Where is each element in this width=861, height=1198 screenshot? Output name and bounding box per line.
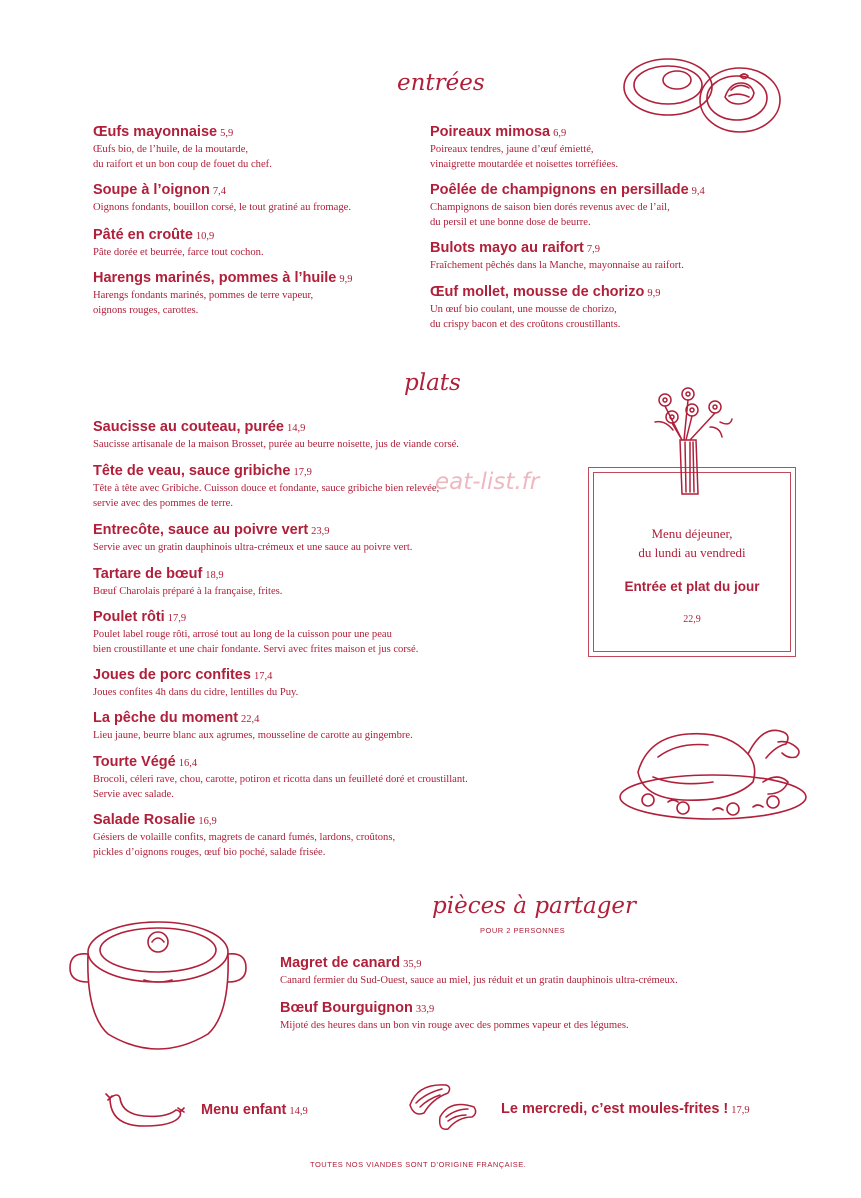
menu-item-name: Poulet rôti [93,609,165,625]
menu-item-name: Bœuf Bourguignon [280,1000,413,1016]
menu-item-description [430,259,684,274]
menu-item-description [93,585,282,600]
menu-item-description-line: Servie avec salade. [93,788,174,800]
menu-item-description-line: Brocoli, céleri rave, chou, carotte, potiron et ricotta dans un feuilleté doré et croustillant. [93,774,468,785]
menu-item [93,463,439,511]
menu-item-price: 33,9 [415,1004,435,1015]
menu-item [93,812,395,860]
menu-item-title [93,270,353,288]
menu-item-description-line: Gésiers de volaille confits, magrets de canard fumés, lardons, croûtons, [93,832,396,843]
menu-enfant-name: Menu enfant [201,1102,287,1118]
menu-item-description [93,831,395,860]
menu-item-name: Magret de canard [280,955,401,971]
menu-item-title [93,227,264,245]
menu-item-description [93,628,418,657]
mussels-icon [404,1077,482,1133]
menu-item-description [93,773,468,802]
menu-item-title [93,522,412,540]
menu-item [93,182,351,216]
menu-item-title [93,124,272,142]
moules-frites-price: 17,9 [731,1105,750,1116]
menu-item-description-line: pickles d’oignons rouges, œuf bio poché, salade frisée. [93,846,326,858]
menu-item-price: 16,9 [198,816,217,827]
menu-item-title [430,284,660,302]
menu-item [430,182,705,230]
menu-item-description [93,246,264,261]
menu-item-name: Poêlée de champignons en persillade [430,182,689,198]
menu-item-name: Pâté en croûte [93,227,193,243]
menu-item [280,1000,629,1034]
moules-frites-name: Le mercredi, c’est moules-frites ! [501,1101,729,1117]
menu-item-description-line: Poireaux tendres, jaune d’œuf émietté, [430,144,594,155]
menu-item-description-line: Un œuf bio coulant, une mousse de chorizo, [430,304,617,315]
moules-frites [501,1100,750,1118]
menu-item [93,609,418,657]
menu-item-title [93,609,418,627]
menu-dejeuner-line2: du lundi au vendredi [638,545,746,560]
menu-item-description-line: vinaigrette moutardée et noisettes torréfiées. [430,158,618,170]
menu-item-title [93,667,298,685]
menu-item-name: Salade Rosalie [93,812,196,828]
menu-item-name: Joues de porc confites [93,667,251,683]
menu-item-description [280,974,678,989]
menu-item [93,667,298,701]
menu-item [93,522,412,556]
menu-item-description-line: Mijoté des heures dans un bon vin rouge avec des pommes vapeur et des légumes. [280,1020,629,1031]
menu-item [93,124,272,172]
watermark: eat-list.fr [435,469,540,495]
casserole-pot-icon [66,912,251,1060]
menu-item-description-line: Champignons de saison bien dorés revenus avec de l’ail, [430,202,670,213]
menu-item-description-line: Poulet label rouge rôti, arrosé tout au long de la cuisson pour une peau [93,629,392,640]
menu-item-price: 10,9 [195,231,215,242]
menu-item-description-line: Lieu jaune, beurre blanc aux agrumes, mousseline de carotte au gingembre. [93,730,413,741]
menu-item-title [430,240,684,258]
menu-item-description [430,143,618,172]
menu-item-title [280,955,678,973]
menu-item [430,240,684,274]
menu-item-title [430,124,618,142]
menu-item-price: 9,4 [691,186,705,197]
menu-item-description-line: Bœuf Charolais préparé à la française, frites. [93,586,283,597]
section-title-pieces: pièces à partager [432,893,637,919]
menu-item-name: Entrecôte, sauce au poivre vert [93,522,309,538]
menu-item-description [93,201,351,216]
menu-item-description [93,686,298,701]
menu-item-name: Bulots mayo au raifort [430,240,584,256]
menu-item-description-line: Pâte dorée et beurrée, farce tout cochon. [93,247,264,258]
menu-item [93,710,413,744]
menu-item [93,270,353,318]
menu-enfant-price: 14,9 [289,1106,308,1117]
menu-dejeuner-line1: Menu déjeuner, [651,526,733,541]
menu-item-title [93,566,282,584]
menu-item-description-line: Canard fermier du Sud-Ouest, sauce au miel, jus réduit et un gratin dauphinois ultra-crémeux. [280,975,678,986]
menu-item-name: Soupe à l’oignon [93,182,210,198]
menu-item-description [93,438,459,453]
menu-item-title [430,182,705,200]
menu-dejeuner-price: 22,9 [683,614,701,625]
section-title-entrees: entrées [397,70,485,96]
menu-item-description [93,541,412,556]
menu-item-description [93,729,413,744]
menu-item-description-line: Saucisse artisanale de la maison Brosset, purée au beurre noisette, jus de viande corsé. [93,439,459,450]
menu-item-description-line: Tête à tête avec Gribiche. Cuisson douce et fondante, sauce gribiche bien relevée, [93,483,440,494]
menu-item-description [93,482,439,511]
menu-item-name: Œufs mayonnaise [93,124,218,140]
menu-item [430,284,660,332]
menu-item [93,227,264,261]
menu-item-price: 22,4 [241,714,260,725]
flower-vase-icon [640,382,740,502]
menu-item-name: Œuf mollet, mousse de chorizo [430,284,645,300]
menu-item-name: Tête de veau, sauce gribiche [93,463,291,479]
menu-enfant [201,1101,308,1119]
menu-item-description-line: oignons rouges, carottes. [93,304,199,316]
menu-item [93,754,468,802]
menu-item-name: Tartare de bœuf [93,566,203,582]
menu-item-description-line: du raifort et un bon coup de fouet du chef. [93,158,272,170]
menu-item-price: 18,9 [205,570,224,581]
sausage-icon [104,1090,186,1132]
menu-item-name: Tourte Végé [93,754,176,770]
menu-item-name: Poireaux mimosa [430,124,551,140]
menu-dejeuner-line3: Entrée et plat du jour [624,579,760,594]
menu-item-description [280,1019,629,1034]
menu-item-price: 9,9 [647,288,661,299]
menu-item-price: 35,9 [403,959,422,970]
menu-item [280,955,678,989]
menu-item-price: 17,9 [167,613,187,624]
menu-item-description-line: bien croustillante et une chair fondante. Servi avec frites maison et jus corsé. [93,643,419,655]
footer-note: TOUTES NOS VIANDES SONT D’ORIGINE FRANÇAISE. [310,1160,527,1169]
menu-item-title [93,710,413,728]
menu-item-description-line: Harengs fondants marinés, pommes de terre vapeur, [93,290,314,301]
menu-item-description-line: Fraîchement pêchés dans la Manche, mayonnaise au raifort. [430,260,684,271]
menu-item-title [93,419,459,437]
menu-item-description [93,289,353,318]
menu-item-description-line: Joues confites 4h dans du cidre, lentilles du Puy. [93,687,299,698]
menu-item-description-line: Oignons fondants, bouillon corsé, le tout gratiné au fromage. [93,202,352,213]
menu-item-description-line: du crispy bacon et des croûtons croustillants. [430,318,621,330]
menu-item-title [93,754,468,772]
menu-item-description-line: Œufs bio, de l’huile, de la moutarde, [93,144,249,155]
menu-item-description [430,201,705,230]
menu-item-price: 5,9 [220,128,234,139]
menu-item-name: La pêche du moment [93,710,239,726]
menu-item-name: Saucisse au couteau, purée [93,419,284,435]
menu-item-title [93,812,395,830]
menu-item-description [93,143,272,172]
menu-item-description [430,303,660,332]
menu-item [93,419,459,453]
menu-item-price: 14,9 [287,423,306,434]
menu-item-price: 17,4 [253,671,273,682]
roast-chicken-icon [613,712,813,827]
menu-item-title [93,182,351,200]
menu-item-price: 17,9 [293,467,312,478]
menu-item [430,124,618,172]
menu-item-title [93,463,439,481]
menu-item-name: Harengs marinés, pommes à l’huile [93,270,337,286]
section-title-plats: plats [404,370,461,396]
menu-item-price: 9,9 [339,274,353,285]
menu-item-price: 7,4 [212,186,226,197]
menu-item-description-line: Servie avec un gratin dauphinois ultra-crémeux et une sauce au poivre vert. [93,542,413,553]
menu-item-price: 6,9 [553,128,567,139]
pieces-note: POUR 2 PERSONNES [480,926,566,935]
menu-item-price: 23,9 [311,526,330,537]
menu-item-price: 7,9 [586,244,601,255]
menu-item-description-line: du persil et une bonne dose de beurre. [430,216,591,228]
menu-item [93,566,282,600]
deviled-eggs-icon [615,52,790,142]
menu-item-title [280,1000,629,1018]
menu-item-price: 16,4 [178,758,198,769]
menu-item-description-line: servie avec des pommes de terre. [93,497,234,509]
